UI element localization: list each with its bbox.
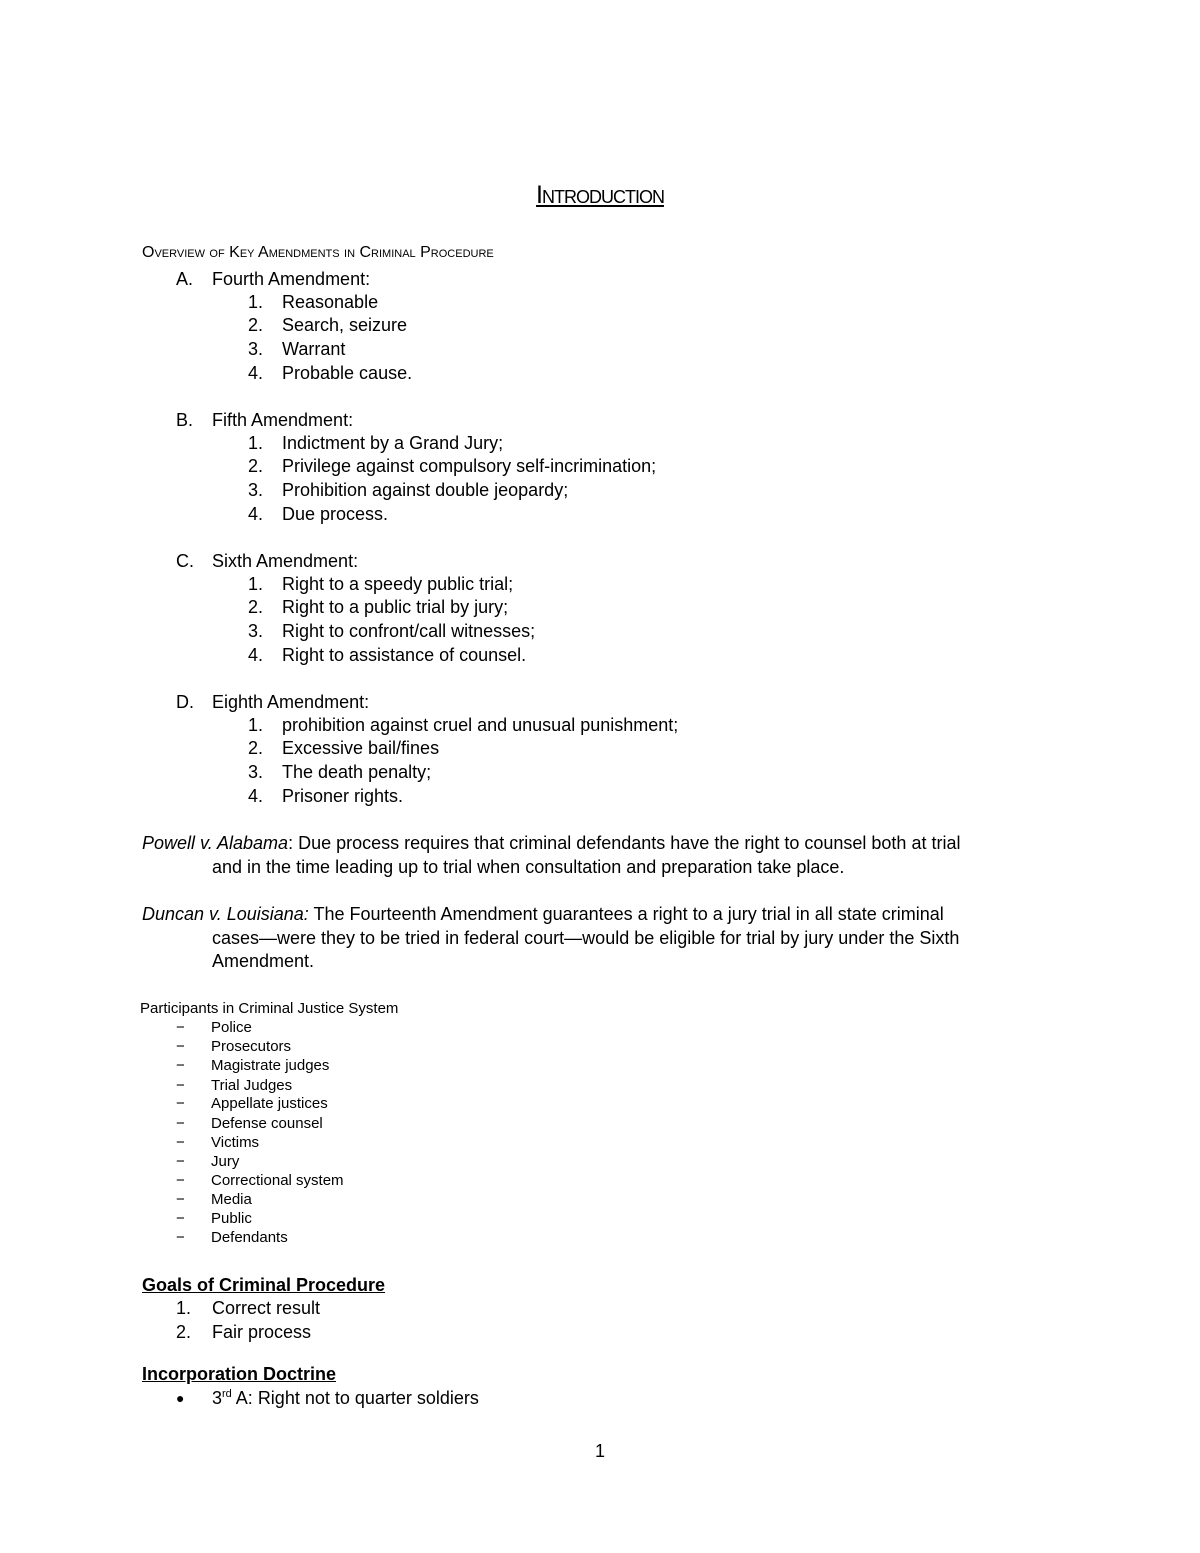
item-number: 2. [248, 456, 264, 476]
item-number: 1. [176, 1298, 192, 1318]
participants-heading: Participants in Criminal Justice System [140, 1000, 399, 1017]
incorporation-heading: Incorporation Doctrine [142, 1364, 337, 1384]
overview-heading: Overview of Key Amendments in Criminal Procedure [142, 244, 494, 261]
item-number: 4. [248, 363, 264, 383]
amendment-letter: B. [176, 410, 194, 430]
list-item: prohibition against cruel and unusual punishment; [282, 715, 679, 735]
item-number: 1. [248, 292, 264, 312]
case-separator: : [288, 833, 294, 853]
list-item: Reasonable [282, 292, 379, 312]
case-text: Amendment. [212, 951, 315, 971]
list-item: Search, seizure [282, 315, 408, 335]
amendment-label: Fourth Amendment: [212, 269, 371, 289]
list-item: Right to a speedy public trial; [282, 574, 514, 594]
ordinal-suffix: rd [222, 1388, 232, 1400]
page-title: Introduction [536, 181, 664, 209]
case-text: and in the time leading up to trial when consultation and preparation take place. [212, 857, 845, 877]
list-item: Victims [211, 1134, 260, 1151]
amendment-ordinal: 3 [212, 1388, 223, 1408]
list-item: Magistrate judges [211, 1057, 330, 1074]
amendment-letter: A. [176, 269, 194, 289]
item-number: 1. [248, 574, 264, 594]
page-number: 1 [594, 1441, 605, 1461]
list-item: Media [211, 1191, 252, 1208]
item-number: 3. [248, 480, 264, 500]
goals-heading: Goals of Criminal Procedure [142, 1275, 386, 1295]
item-number: 4. [248, 645, 264, 665]
list-item: Right to assistance of counsel. [282, 645, 527, 665]
list-item: Probable cause. [282, 363, 413, 383]
list-item: Public [211, 1210, 252, 1227]
list-item: Prohibition against double jeopardy; [282, 480, 569, 500]
dash-marker: − [176, 1038, 185, 1055]
list-item: Right to confront/call witnesses; [282, 621, 536, 641]
list-item: Defendants [211, 1229, 288, 1246]
item-number: 2. [248, 597, 264, 617]
item-number: 2. [248, 738, 264, 758]
case-text: cases—were they to be tried in federal court—would be eligible for trial by jury under the Sixth [212, 928, 960, 948]
bullet-icon: ● [176, 1390, 185, 1406]
list-item: Excessive bail/fines [282, 738, 440, 758]
case-line [142, 902, 944, 926]
item-number: 1. [248, 715, 264, 735]
dash-marker: − [176, 1057, 185, 1074]
dash-marker: − [176, 1191, 185, 1208]
case-text: The Fourteenth Amendment guarantees a right to a jury trial in all state criminal [308, 904, 944, 924]
amendment-letter: D. [176, 692, 194, 712]
list-item: Defense counsel [211, 1115, 323, 1132]
list-item: Trial Judges [211, 1077, 293, 1094]
case-line [142, 831, 960, 855]
amendment-label: Fifth Amendment: [212, 410, 354, 430]
list-item: Appellate justices [211, 1095, 328, 1112]
item-number: 3. [248, 621, 264, 641]
item-number: 3. [248, 339, 264, 359]
dash-marker: − [176, 1153, 185, 1170]
item-number: 2. [176, 1322, 192, 1342]
case-name: Powell v. Alabama [142, 833, 289, 853]
list-item: Warrant [282, 339, 346, 359]
item-text: A: Right not to quarter soldiers [231, 1388, 479, 1408]
amendment-label: Sixth Amendment: [212, 551, 359, 571]
case-name: Duncan v. Louisiana: [142, 904, 309, 924]
list-item: Correctional system [211, 1172, 344, 1189]
item-number: 4. [248, 786, 264, 806]
list-item: Jury [211, 1153, 240, 1170]
dash-marker: − [176, 1172, 185, 1189]
dash-marker: − [176, 1210, 185, 1227]
list-item: Correct result [212, 1298, 321, 1318]
list-item: The death penalty; [282, 762, 432, 782]
dash-marker: − [176, 1134, 185, 1151]
dash-marker: − [176, 1115, 185, 1132]
list-item: Privilege against compulsory self-incrimination; [282, 456, 657, 476]
list-item [212, 1386, 479, 1410]
list-item: Fair process [212, 1322, 312, 1342]
item-number: 4. [248, 504, 264, 524]
amendment-letter: C. [176, 551, 194, 571]
item-number: 1. [248, 433, 264, 453]
dash-marker: − [176, 1095, 185, 1112]
list-item: Right to a public trial by jury; [282, 597, 509, 617]
dash-marker: − [176, 1229, 185, 1246]
dash-marker: − [176, 1077, 185, 1094]
dash-marker: − [176, 1019, 185, 1036]
list-item: Prisoner rights. [282, 786, 404, 806]
case-text: Due process requires that criminal defendants have the right to counsel both at trial [293, 833, 961, 853]
item-number: 2. [248, 315, 264, 335]
item-number: 3. [248, 762, 264, 782]
list-item: Prosecutors [211, 1038, 292, 1055]
list-item: Due process. [282, 504, 389, 524]
amendment-label: Eighth Amendment: [212, 692, 370, 712]
list-item: Indictment by a Grand Jury; [282, 433, 504, 453]
list-item: Police [211, 1019, 252, 1036]
